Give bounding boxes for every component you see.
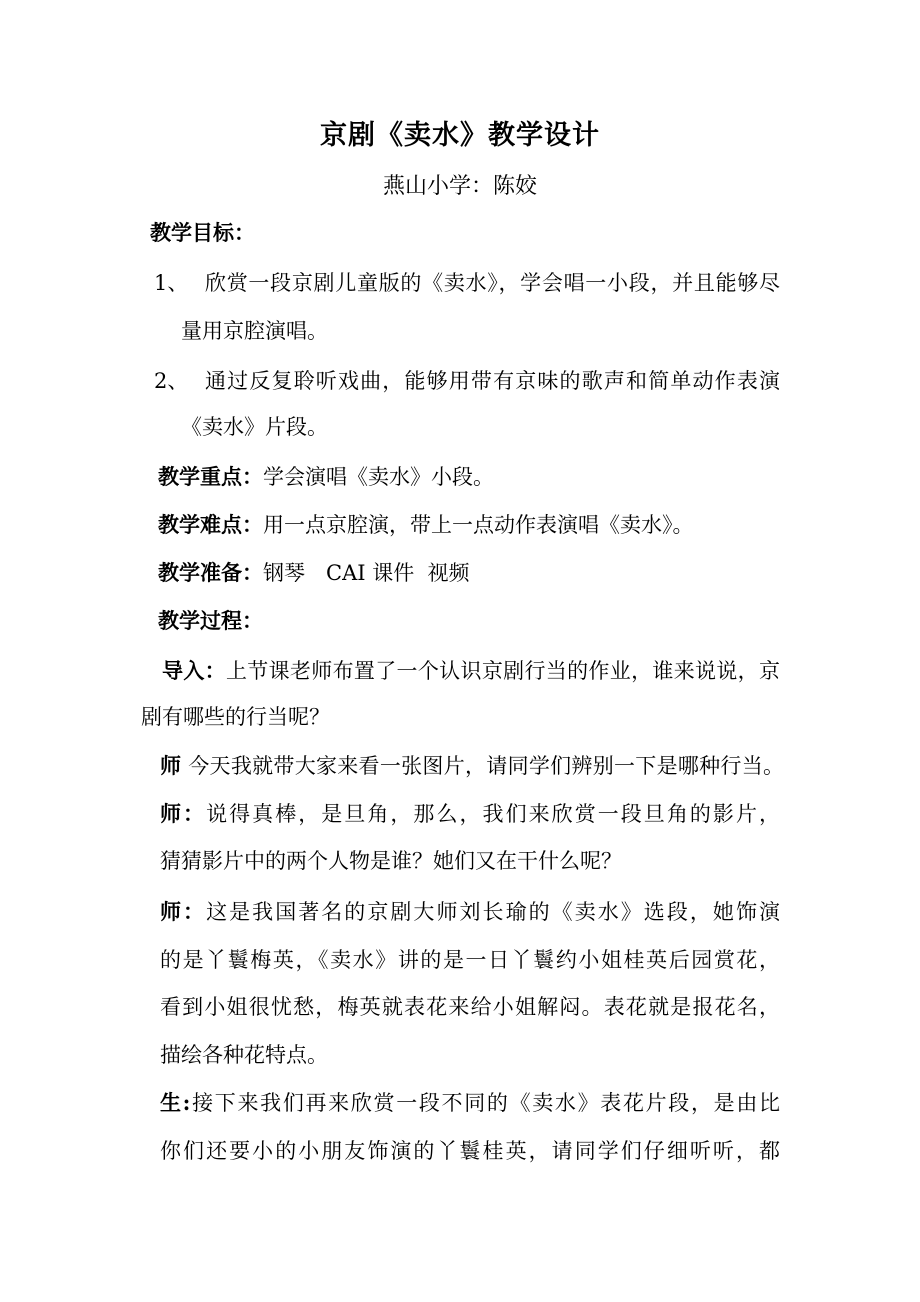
- key-point: 教学重点：学会演唱《卖水》小段。: [158, 464, 494, 489]
- student-line-1a: 生:接下来我们再来欣赏一段不同的《卖水》表花片段，是由比: [160, 1090, 780, 1115]
- teacher-line-3b: 的是丫鬟梅英，《卖水》讲的是一日丫鬟约小姐桂英后园赏花，: [160, 948, 780, 972]
- teacher-line-1: 师 今天我就带大家来看一张图片，请同学们辨别一下是哪种行当。: [160, 753, 785, 778]
- difficulty: 教学难点：用一点京腔演，带上一点动作表演唱《卖水》。: [158, 512, 694, 537]
- objective-1-number: 1、: [154, 271, 189, 295]
- objective-2-number: 2、: [154, 369, 189, 393]
- objective-1-line-2: 量用京腔演唱。: [181, 319, 328, 343]
- teacher-line-3a: 师：这是我国著名的京剧大师刘长瑜的《卖水》选段，她饰演: [160, 899, 780, 924]
- process-heading: 教学过程：: [158, 608, 263, 633]
- objectives-heading: 教学目标：: [150, 220, 255, 245]
- objective-2-line-2: 《卖水》片段。: [181, 415, 328, 439]
- teacher-line-3c: 看到小姐很忧愁，梅英就表花来给小姐解闷。表花就是报花名，: [160, 995, 780, 1019]
- author-line: 燕山小学：陈姣: [382, 174, 537, 199]
- teacher-line-2b: 猜猜影片中的两个人物是谁？她们又在干什么呢？: [160, 849, 622, 873]
- objective-1-line-1: 欣赏一段京剧儿童版的《卖水》，学会唱一小段，并且能够尽: [205, 271, 780, 295]
- intro-line-2: 剧有哪些的行当呢？: [141, 705, 330, 729]
- preparation: 教学准备：钢琴 CAI 课件 视频: [158, 560, 470, 585]
- intro-line-1: 导入：上节课老师布置了一个认识京剧行当的作业，谁来说说，京: [162, 658, 781, 683]
- teacher-line-3d: 描绘各种花特点。: [160, 1043, 328, 1067]
- objective-2-line-1: 通过反复聆听戏曲，能够用带有京味的歌声和简单动作表演: [205, 369, 780, 393]
- teacher-line-2a: 师：说得真棒，是旦角，那么，我们来欣赏一段旦角的影片，: [160, 801, 780, 826]
- document-title: 京剧《卖水》教学设计: [320, 120, 600, 151]
- student-line-1b: 你们还要小的小朋友饰演的丫鬟桂英，请同学们仔细听听，都: [160, 1139, 780, 1163]
